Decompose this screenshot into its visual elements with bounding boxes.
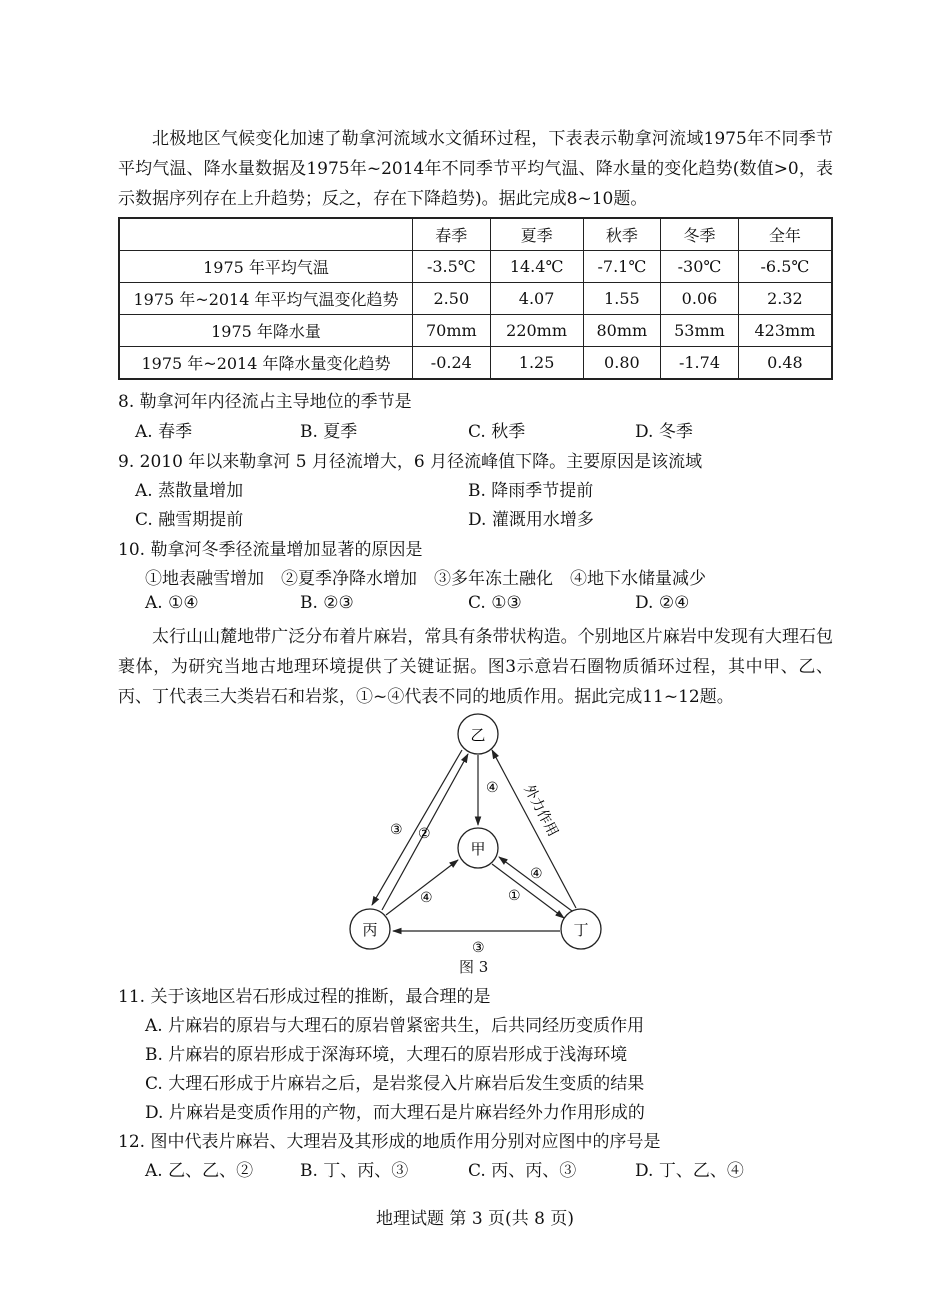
- table-cell: 423mm: [738, 315, 832, 347]
- question-10-option-c[interactable]: C. ①③: [468, 593, 522, 613]
- table-cell: 2.32: [738, 283, 832, 315]
- table-row: [119, 283, 832, 315]
- question-9-option-b[interactable]: B. 降雨季节提前: [468, 481, 594, 501]
- table-row: [119, 251, 832, 283]
- question-9-option-a[interactable]: A. 蒸散量增加: [135, 481, 244, 501]
- table-cell: 1975 年降水量: [119, 315, 413, 347]
- question-10-option-a[interactable]: A. ①④: [145, 593, 199, 613]
- table-header-row: [119, 218, 832, 251]
- question-12-option-c[interactable]: C. 丙、丙、③: [468, 1161, 577, 1181]
- table-cell: -0.24: [413, 347, 491, 380]
- intro-paragraph-2: 太行山山麓地带广泛分布着片麻岩，常具有条带状构造。个别地区片麻岩中发现有大理石包裹体，为研究当地古地理环境提供了关键证据。图3示意岩石圈物质循环过程，其中甲、乙、丙、丁代表三大类岩石和岩浆，①~④代表不同的地质作用。据此完成11~12题。: [118, 627, 833, 707]
- question-10-stem: 10. 勒拿河冬季径流量增加显著的原因是: [118, 540, 423, 560]
- table-cell: 1975 年~2014 年降水量变化趋势: [119, 347, 413, 380]
- table-cell: -1.74: [661, 347, 739, 380]
- table-header-cell: 春季: [413, 218, 491, 251]
- label-4-bing-jia: ④: [420, 890, 433, 906]
- node-yi-label: 乙: [470, 726, 486, 744]
- question-11-option-a[interactable]: A. 片麻岩的原岩与大理石的原岩曾紧密共生，后共同经历变质作用: [145, 1016, 645, 1036]
- node-bing-label: 丙: [362, 921, 378, 939]
- intro-paragraph-1: 北极地区气候变化加速了勒拿河流域水文循环过程，下表表示勒拿河流域1975年不同季节平均气温、降水量数据及1975年~2014年不同季节平均气温、降水量的变化趋势(数值>0，表示数据序列存在上升趋势；反之，存在下降趋势)。据此完成8~10题。: [118, 129, 833, 209]
- label-2-left: ②: [418, 826, 431, 842]
- table-row: [119, 347, 832, 380]
- question-11-option-d[interactable]: D. 片麻岩是变质作用的产物，而大理石是片麻岩经外力作用形成的: [145, 1103, 645, 1123]
- question-12-stem: 12. 图中代表片麻岩、大理岩及其形成的地质作用分别对应图中的序号是: [118, 1132, 661, 1152]
- question-9-option-d[interactable]: D. 灌溉用水增多: [468, 510, 594, 530]
- table-cell: 14.4℃: [490, 251, 583, 283]
- table-header-cell: 夏季: [490, 218, 583, 251]
- label-3-left: ③: [390, 822, 403, 838]
- label-1-jia-ding: ①: [508, 888, 521, 904]
- climate-data-table: [118, 217, 833, 380]
- page-footer: 地理试题 第 3 页(共 8 页): [376, 1209, 574, 1229]
- question-12-option-d[interactable]: D. 丁、乙、④: [635, 1161, 744, 1181]
- table-cell: -3.5℃: [413, 251, 491, 283]
- node-jia-label: 甲: [470, 840, 486, 858]
- label-3-bottom: ③: [472, 940, 485, 956]
- question-12-option-a[interactable]: A. 乙、乙、②: [145, 1161, 254, 1181]
- node-ding-label: 丁: [573, 921, 589, 939]
- table-cell: 1975 年平均气温: [119, 251, 413, 283]
- table-header-cell: 秋季: [583, 218, 661, 251]
- table-cell: 2.50: [413, 283, 491, 315]
- table-header-cell: 冬季: [661, 218, 739, 251]
- question-8-option-d[interactable]: D. 冬季: [635, 422, 693, 442]
- table-header-cell: 全年: [738, 218, 832, 251]
- table-cell: 0.48: [738, 347, 832, 380]
- arrow-bing-to-jia: [386, 860, 458, 915]
- table-cell: 0.06: [661, 283, 739, 315]
- arrow-jia-to-ding: [492, 864, 564, 918]
- arrow-ding-to-yi: [492, 750, 576, 908]
- rock-cycle-diagram: [340, 712, 620, 962]
- label-4-ding-jia: ④: [530, 866, 543, 882]
- table-header-cell: [119, 218, 413, 251]
- table-cell: 80mm: [583, 315, 661, 347]
- question-10-items: ①地表融雪增加 ②夏季净降水增加 ③多年冻土融化 ④地下水储量减少: [145, 569, 706, 589]
- table-cell: -6.5℃: [738, 251, 832, 283]
- table-cell: 1.25: [490, 347, 583, 380]
- table-cell: 4.07: [490, 283, 583, 315]
- label-4-yi-jia: ④: [486, 780, 499, 796]
- figure-caption: 图 3: [459, 958, 489, 976]
- question-8-option-b[interactable]: B. 夏季: [300, 422, 358, 442]
- table-cell: 1975 年~2014 年平均气温变化趋势: [119, 283, 413, 315]
- arrow-yi-to-bing: [372, 750, 462, 905]
- question-8-option-a[interactable]: A. 春季: [135, 422, 193, 442]
- table-cell: 70mm: [413, 315, 491, 347]
- label-external-force: 外力作用: [520, 782, 561, 840]
- question-11-stem: 11. 关于该地区岩石形成过程的推断，最合理的是: [118, 987, 491, 1007]
- question-8-stem: 8. 勒拿河年内径流占主导地位的季节是: [118, 392, 412, 412]
- question-12-option-b[interactable]: B. 丁、丙、③: [300, 1161, 409, 1181]
- question-8-option-c[interactable]: C. 秋季: [468, 422, 526, 442]
- question-10-option-d[interactable]: D. ②④: [635, 593, 690, 613]
- table-cell: 53mm: [661, 315, 739, 347]
- question-9-option-c[interactable]: C. 融雪期提前: [135, 510, 244, 530]
- question-11-option-b[interactable]: B. 片麻岩的原岩形成于深海环境，大理石的原岩形成于浅海环境: [145, 1045, 628, 1065]
- question-11-option-c[interactable]: C. 大理石形成于片麻岩之后，是岩浆侵入片麻岩后发生变质的结果: [145, 1074, 645, 1094]
- question-10-option-b[interactable]: B. ②③: [300, 593, 354, 613]
- table-cell: 0.80: [583, 347, 661, 380]
- table-cell: 220mm: [490, 315, 583, 347]
- table-cell: -30℃: [661, 251, 739, 283]
- table-row: [119, 315, 832, 347]
- question-9-stem: 9. 2010 年以来勒拿河 5 月径流增大，6 月径流峰值下降。主要原因是该流域: [118, 452, 703, 472]
- table-cell: 1.55: [583, 283, 661, 315]
- table-cell: -7.1℃: [583, 251, 661, 283]
